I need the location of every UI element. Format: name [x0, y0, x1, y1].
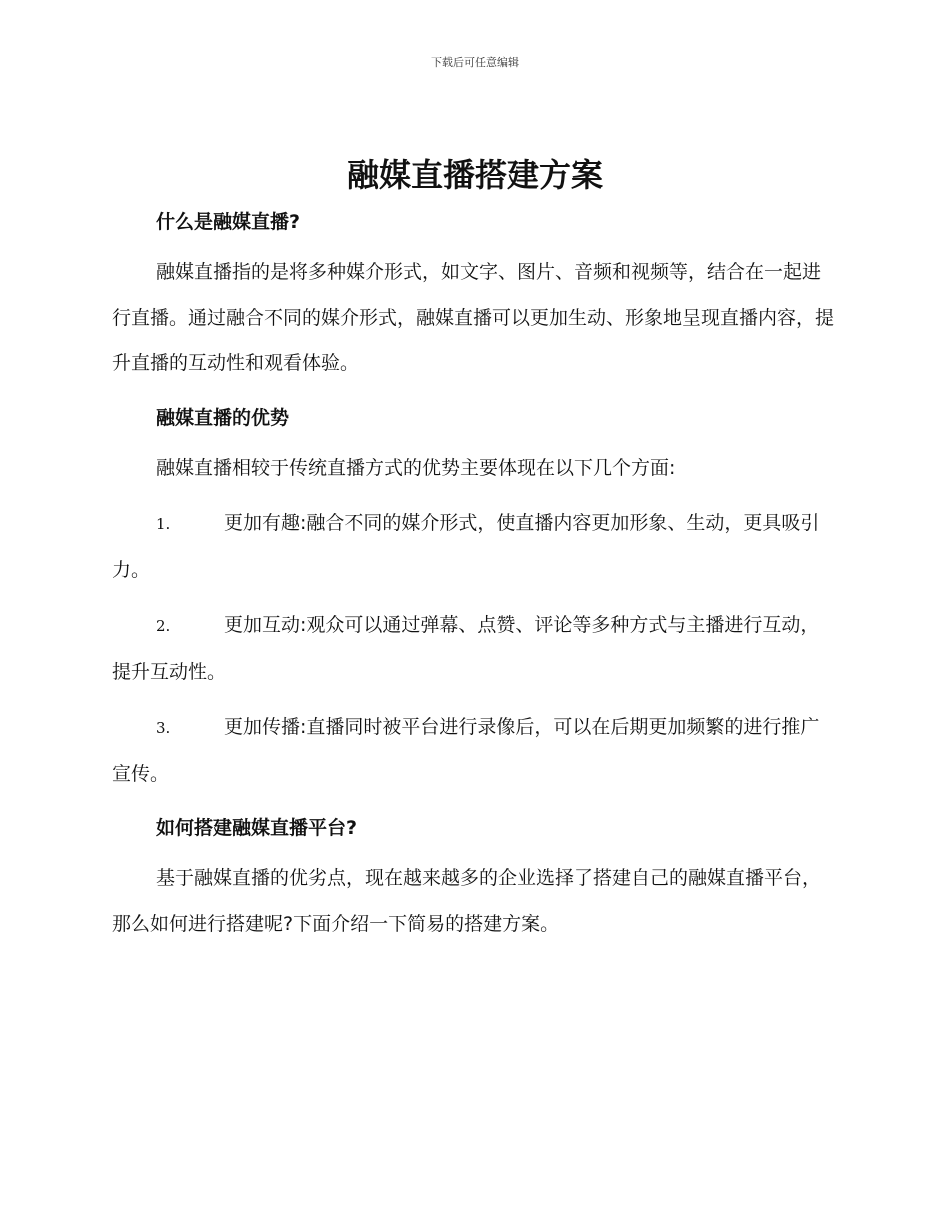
list-number: 3. [156, 719, 171, 737]
advantage-item-1 [112, 501, 834, 593]
section-paragraph-how: 基于融媒直播的优劣点，现在越来越多的企业选择了搭建自己的融媒直播平台，那么如何进行搭建呢?下面介绍一下简易的搭建方案。 [112, 867, 822, 935]
advantage-item-2 [112, 603, 834, 695]
document-title: 融媒直播搭建方案 [346, 156, 603, 194]
advantage-text: 更加互动:观众可以通过弹幕、点赞、评论等多种方式与主播进行互动，提升互动性。 [112, 614, 820, 683]
document-body [112, 204, 834, 947]
section-paragraph-advantages: 融媒直播相较于传统直播方式的优势主要体现在以下几个方面: [156, 456, 676, 479]
advantage-text: 更加传播:直播同时被平台进行录像后，可以在后期更加频繁的进行推广宣传。 [112, 716, 820, 785]
list-number: 2. [156, 617, 171, 635]
advantage-text: 更加有趣:融合不同的媒介形式，使直播内容更加形象、生动，更具吸引力。 [112, 512, 820, 581]
advantage-item-3 [112, 705, 834, 797]
section-paragraph-what: 融媒直播指的是将多种媒介形式，如文字、图片、音频和视频等，结合在一起进行直播。通过融合不同的媒介形式，融媒直播可以更加生动、形象地呈现直播内容，提升直播的互动性和观看体验。 [112, 261, 835, 374]
list-number: 1. [156, 515, 171, 533]
section-heading-how: 如何搭建融媒直播平台? [156, 817, 358, 839]
section-heading-what: 什么是融媒直播? [156, 211, 301, 233]
header-note: 下载后可任意编辑 [431, 56, 519, 69]
section-heading-advantages: 融媒直播的优势 [156, 406, 290, 429]
